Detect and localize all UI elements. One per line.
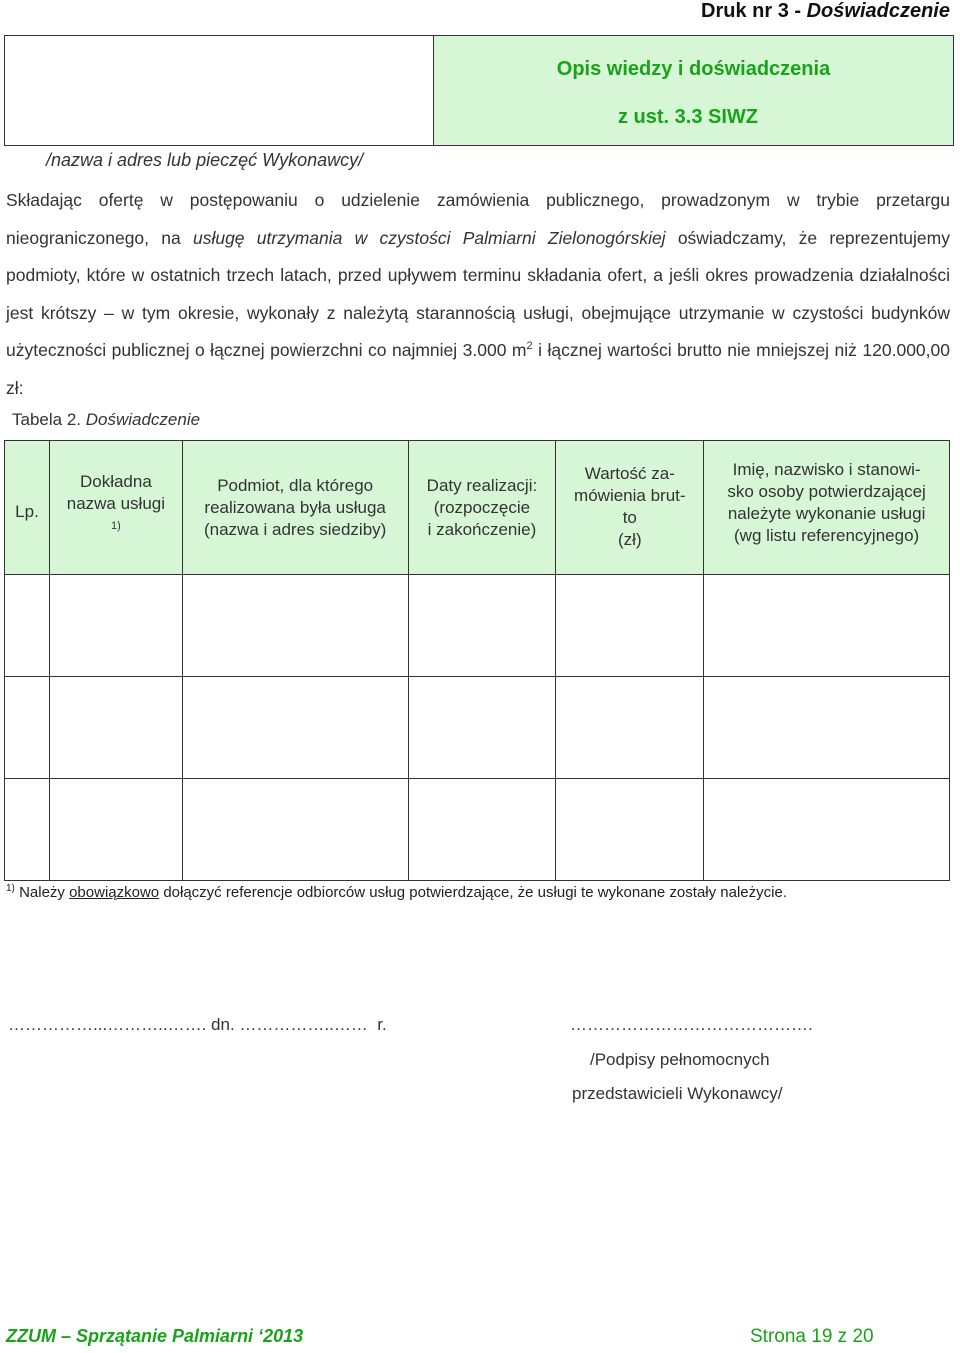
statement-part2: oświadczamy, że reprezentujemy podmioty, które w ostatnich trzech latach, przed upływem terminu składania ofert, a jeśli okres prowadzenia działalności jest krótszy – w tym okresie, wykonały z należytą starannością usługi, obejmujące utrzymanie w czystości budynków użyteczności publicznej o łącznej powierzchni co najmniej 3.000 m	[6, 227, 950, 360]
title-panel	[434, 36, 953, 145]
table-cell[interactable]	[704, 677, 950, 779]
table-row	[5, 575, 950, 677]
header-imie-line4: (wg listu referencyjnego)	[734, 526, 920, 545]
table-cell[interactable]	[408, 677, 556, 779]
header-imie-line3: należyte wykonanie usługi	[727, 504, 926, 523]
header-wartosc-line3: to	[622, 508, 637, 527]
signature-caption-line2: przedstawicieli Wykonawcy/	[572, 1084, 783, 1103]
footnote-underlined: obowiązkowo	[69, 884, 160, 901]
header-daty	[408, 441, 556, 575]
header-nazwa-line3	[53, 515, 179, 542]
header-imie	[704, 441, 950, 575]
table-caption-italic: Doświadczenie	[85, 410, 201, 429]
header-wartosc	[556, 441, 704, 575]
table-cell[interactable]	[556, 677, 704, 779]
table-row	[5, 677, 950, 779]
footnote-before: Należy	[14, 884, 70, 901]
header-podmiot-line2: realizowana była usługa	[204, 498, 386, 517]
header-box	[4, 35, 954, 146]
table-cell[interactable]	[49, 575, 182, 677]
document-label-italic: Doświadczenie	[806, 0, 950, 22]
header-wartosc-line4: (zł)	[618, 530, 642, 549]
table-cell[interactable]	[49, 677, 182, 779]
contractor-label: /nazwa i adres lub pieczęć Wykonawcy/	[46, 150, 364, 170]
header-podmiot-line1: Podmiot, dla którego	[217, 476, 374, 495]
header-daty-line1: Daty realizacji:	[426, 476, 538, 495]
table-cell[interactable]	[182, 575, 408, 677]
header-imie-line1: Imię, nazwisko i stanowi-	[732, 460, 921, 479]
document-label-prefix: Druk nr 3 -	[701, 0, 807, 22]
form-subtitle: z ust. 3.3 SIWZ	[618, 106, 759, 128]
form-title: Opis wiedzy i doświadczenia	[556, 58, 831, 80]
experience-table	[4, 440, 950, 881]
table-cell[interactable]	[408, 575, 556, 677]
header-podmiot	[182, 441, 408, 575]
document-label	[701, 0, 950, 23]
table-cell[interactable]	[408, 779, 556, 881]
footnote	[6, 883, 787, 901]
table-caption-prefix: Tabela 2.	[12, 410, 86, 429]
table-cell[interactable]	[5, 575, 50, 677]
table-caption	[12, 410, 200, 430]
header-nazwa	[49, 441, 182, 575]
statement-italic: usługę utrzymania w czystości Palmiarni Zielonogórskiej	[192, 227, 666, 248]
header-podmiot-line3: (nazwa i adres siedziby)	[203, 520, 387, 539]
table-cell[interactable]	[704, 575, 950, 677]
statement-sup: 2	[526, 340, 533, 353]
header-wartosc-line2: mówienia brut-	[574, 486, 686, 505]
header-nazwa-line2: nazwa usługi	[66, 494, 166, 513]
header-lp	[5, 441, 50, 575]
header-lp-text: Lp.	[15, 501, 39, 521]
table-cell[interactable]	[556, 575, 704, 677]
header-daty-line3: i zakończenie)	[427, 520, 537, 539]
table-cell[interactable]	[49, 779, 182, 881]
header-wartosc-line1: Wartość za-	[584, 464, 675, 483]
footer-title: ZZUM – Sprzątanie Palmiarni ‘2013	[6, 1326, 304, 1346]
page-number: Strona 19 z 20	[750, 1326, 874, 1347]
footnote-after: dołączyć referencje odbiorców usług potwierdzające, że usługi te wykonane zostały należycie.	[159, 884, 787, 901]
place-date-line: ……………...………..……. dn. ……………..…… r.	[8, 1015, 387, 1034]
statement-part3: i łącznej wartości brutto nie mniejszej niż 120.000,00 zł:	[6, 340, 950, 398]
header-imie-line2: sko osoby potwierdzającej	[727, 482, 926, 501]
footnote-marker: 1)	[6, 883, 15, 894]
header-nazwa-line1: Dokładna	[79, 472, 152, 491]
table-cell[interactable]	[182, 677, 408, 779]
statement-part1: Składając ofertę w postępowaniu o udzielenie zamówienia publicznego, prowadzonym w trybie przetargu nieograniczonego, na	[6, 190, 950, 248]
header-nazwa-sup: 1)	[110, 520, 121, 532]
table-row	[5, 779, 950, 881]
statement-paragraph	[6, 182, 950, 407]
table-header-row	[5, 441, 950, 575]
signature-caption-line1: /Podpisy pełnomocnych	[590, 1050, 770, 1069]
table-cell[interactable]	[556, 779, 704, 881]
signature-line: …………………………………….	[570, 1015, 813, 1034]
table-cell[interactable]	[5, 779, 50, 881]
table-cell[interactable]	[182, 779, 408, 881]
table-cell[interactable]	[5, 677, 50, 779]
contractor-stamp-area	[5, 36, 434, 145]
table-cell[interactable]	[704, 779, 950, 881]
header-daty-line2: (rozpoczęcie	[433, 498, 531, 517]
